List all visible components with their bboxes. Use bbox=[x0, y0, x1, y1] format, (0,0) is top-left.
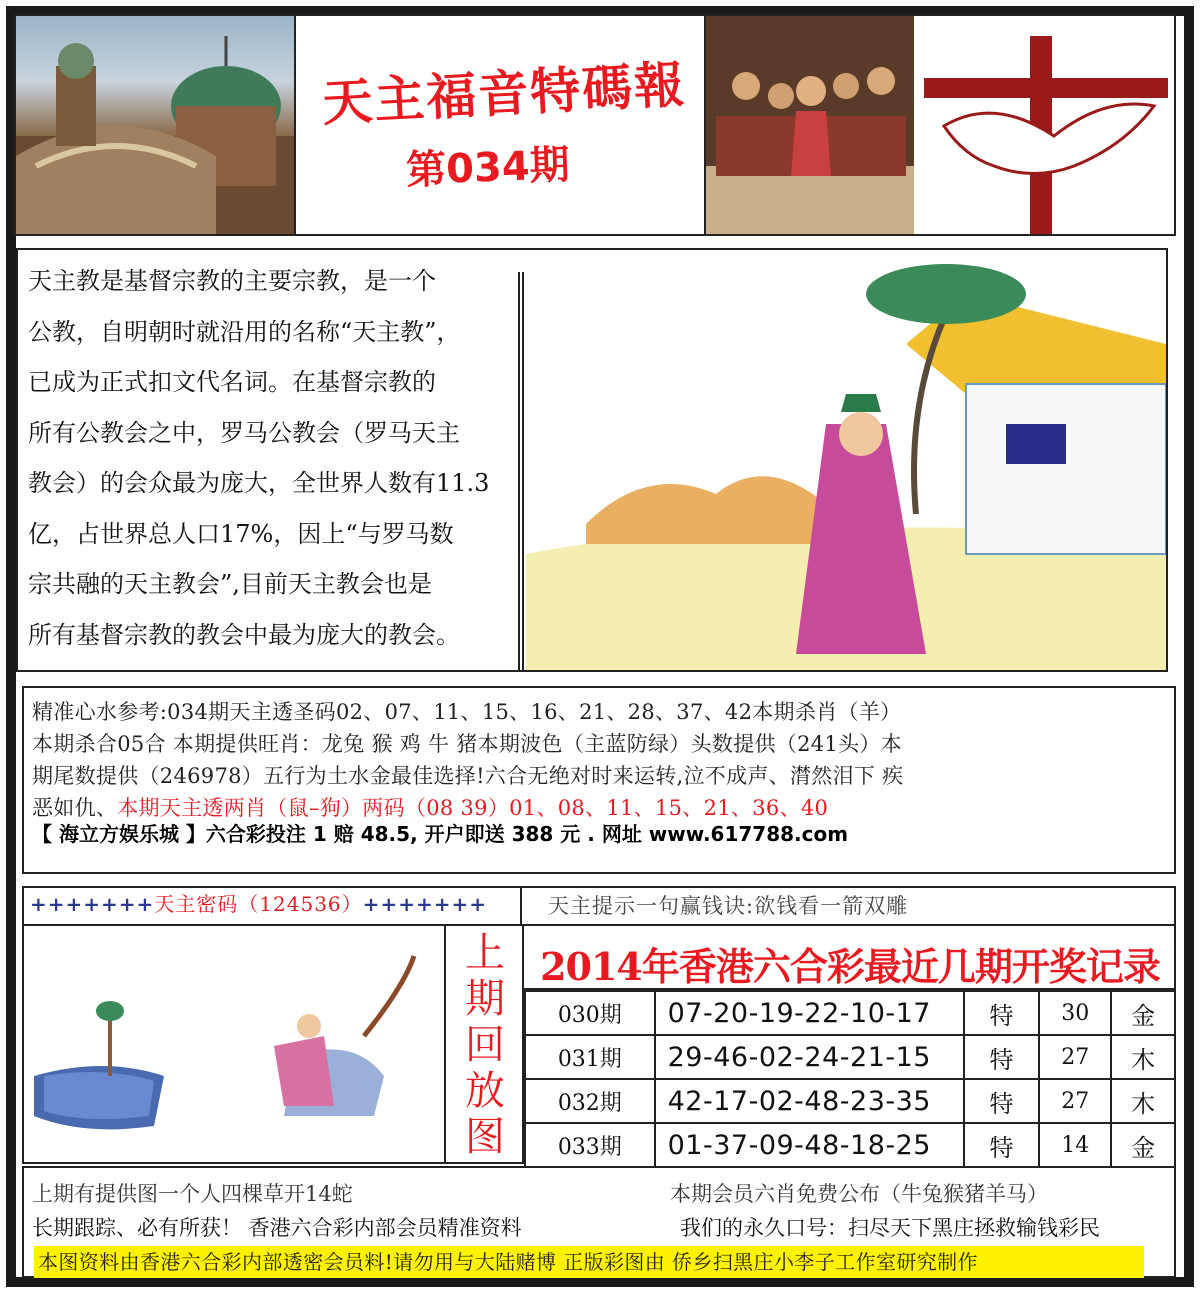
last-supper-image bbox=[704, 14, 916, 236]
special-cell: 14 bbox=[1039, 1123, 1111, 1167]
footer-disclaimer-banner: 本图资料由香港六合彩内部透密会员料!请勿用与大陆赌博 正版彩图由 侨乡扫黑庄小李子工作室研究制作 bbox=[34, 1246, 1144, 1278]
records-title: 2014年香港六合彩最近几期开奖记录 bbox=[540, 944, 1160, 989]
element-cell: 金 bbox=[1111, 1123, 1175, 1167]
promo-banner: 【 海立方娱乐城 】六合彩投注 1 赔 48.5, 开户即送 388 元 . 网址 www.617788.com bbox=[32, 822, 849, 846]
intro-text bbox=[28, 256, 516, 660]
table-row bbox=[525, 1035, 1175, 1079]
vertical-char: 图 bbox=[465, 1114, 505, 1160]
numbers-cell: 29-46-02-24-21-15 bbox=[655, 1035, 964, 1079]
vertical-char: 放 bbox=[465, 1068, 505, 1114]
intro-line: 所有公教会之中，罗马公教会（罗马天主 bbox=[28, 418, 460, 447]
footer-last-issue-note: 上期有提供图一个人四棵草开14蛇 bbox=[32, 1182, 353, 1206]
hint-line: 本期杀合05合 本期提供旺肖：龙兔 猴 鸡 牛 猪本期波色（主蓝防绿）头数提供（241头）本 bbox=[32, 732, 902, 756]
numbers-cell: 42-17-02-48-23-35 bbox=[655, 1079, 964, 1123]
vertical-label bbox=[446, 930, 524, 1160]
intro-line: 所有基督宗教的教会中最为庞大的教会。 bbox=[28, 620, 460, 649]
hint-line: 精准心水参考:034期天主透圣码02、07、11、15、16、21、28、37、42本期杀肖（羊） bbox=[32, 700, 902, 724]
table-row bbox=[525, 1123, 1175, 1167]
hint-line-black: 恶如仇、 bbox=[32, 796, 118, 820]
cross-dove-image bbox=[914, 14, 1176, 236]
element-cell: 木 bbox=[1111, 1035, 1175, 1079]
period-cell: 033期 bbox=[525, 1123, 655, 1167]
secret-code-label: 天主密码（124536） bbox=[154, 892, 363, 916]
hint-line: 期尾数提供（246978）五行为土水金最佳选择!六合无绝对时来运转,泣不成声、潸然泪下 疾 bbox=[32, 764, 904, 788]
intro-line: 亿，占世界总人口17%，因上“与罗马数 bbox=[28, 519, 454, 548]
cathedral-image bbox=[14, 14, 296, 236]
element-cell: 金 bbox=[1111, 991, 1175, 1035]
special-cell: 30 bbox=[1039, 991, 1111, 1035]
numbers-cell: 01-37-09-48-18-25 bbox=[655, 1123, 964, 1167]
tip-text: 天主提示一句赢钱诀:欲钱看一箭双雕 bbox=[548, 894, 909, 918]
records-table bbox=[524, 990, 1176, 1168]
period-cell: 032期 bbox=[525, 1079, 655, 1123]
issue-number: 第034期 bbox=[405, 142, 571, 194]
table-row bbox=[525, 991, 1175, 1035]
te-cell: 特 bbox=[964, 991, 1040, 1035]
period-cell: 030期 bbox=[525, 991, 655, 1035]
element-cell: 木 bbox=[1111, 1079, 1175, 1123]
plus-left: +++++++ bbox=[30, 892, 155, 916]
te-cell: 特 bbox=[964, 1123, 1040, 1167]
footer-slogan-left: 长期跟踪、必有所获！ 香港六合彩内部会员精准资料 bbox=[32, 1216, 522, 1240]
hint-text bbox=[32, 696, 1162, 824]
hint-highlight-red: 本期天主透两肖（鼠–狗）两码（08 39）01、08、11、15、21、36、40 bbox=[117, 796, 829, 820]
footer-member-zodiacs: 本期会员六肖免费公布（牛兔猴猪羊马） bbox=[670, 1182, 1048, 1206]
vertical-char: 回 bbox=[465, 1022, 505, 1068]
te-cell: 特 bbox=[964, 1035, 1040, 1079]
newspaper-title: 天主福音特碼報 bbox=[320, 55, 688, 133]
scholar-house-illustration bbox=[526, 254, 1166, 670]
last-issue-illustration bbox=[22, 924, 446, 1164]
intro-line: 已成为正式扣文代名词。在基督宗教的 bbox=[28, 368, 436, 396]
secret-code bbox=[30, 888, 487, 917]
intro-line: 公教，自明朝时就沿用的名称“天主教”， bbox=[28, 317, 461, 346]
special-cell: 27 bbox=[1039, 1035, 1111, 1079]
period-cell: 031期 bbox=[525, 1035, 655, 1079]
te-cell: 特 bbox=[964, 1079, 1040, 1123]
vertical-char: 上 bbox=[465, 930, 505, 976]
numbers-cell: 07-20-19-22-10-17 bbox=[655, 991, 964, 1035]
footer-slogan-right: 我们的永久口号：扫尽天下黑庄拯救输钱彩民 bbox=[680, 1216, 1100, 1240]
vertical-char: 期 bbox=[465, 976, 505, 1022]
special-cell: 27 bbox=[1039, 1079, 1111, 1123]
intro-line: 教会）的会众最为庞大，全世界人数有11.3 bbox=[28, 469, 490, 497]
divider bbox=[518, 272, 524, 672]
table-row bbox=[525, 1079, 1175, 1123]
title-panel bbox=[296, 14, 708, 236]
plus-right: +++++++ bbox=[362, 892, 487, 916]
intro-line: 宗共融的天主教会”,目前天主教会也是 bbox=[28, 570, 432, 598]
intro-line: 天主教是基督宗教的主要宗教，是一个 bbox=[28, 267, 436, 295]
